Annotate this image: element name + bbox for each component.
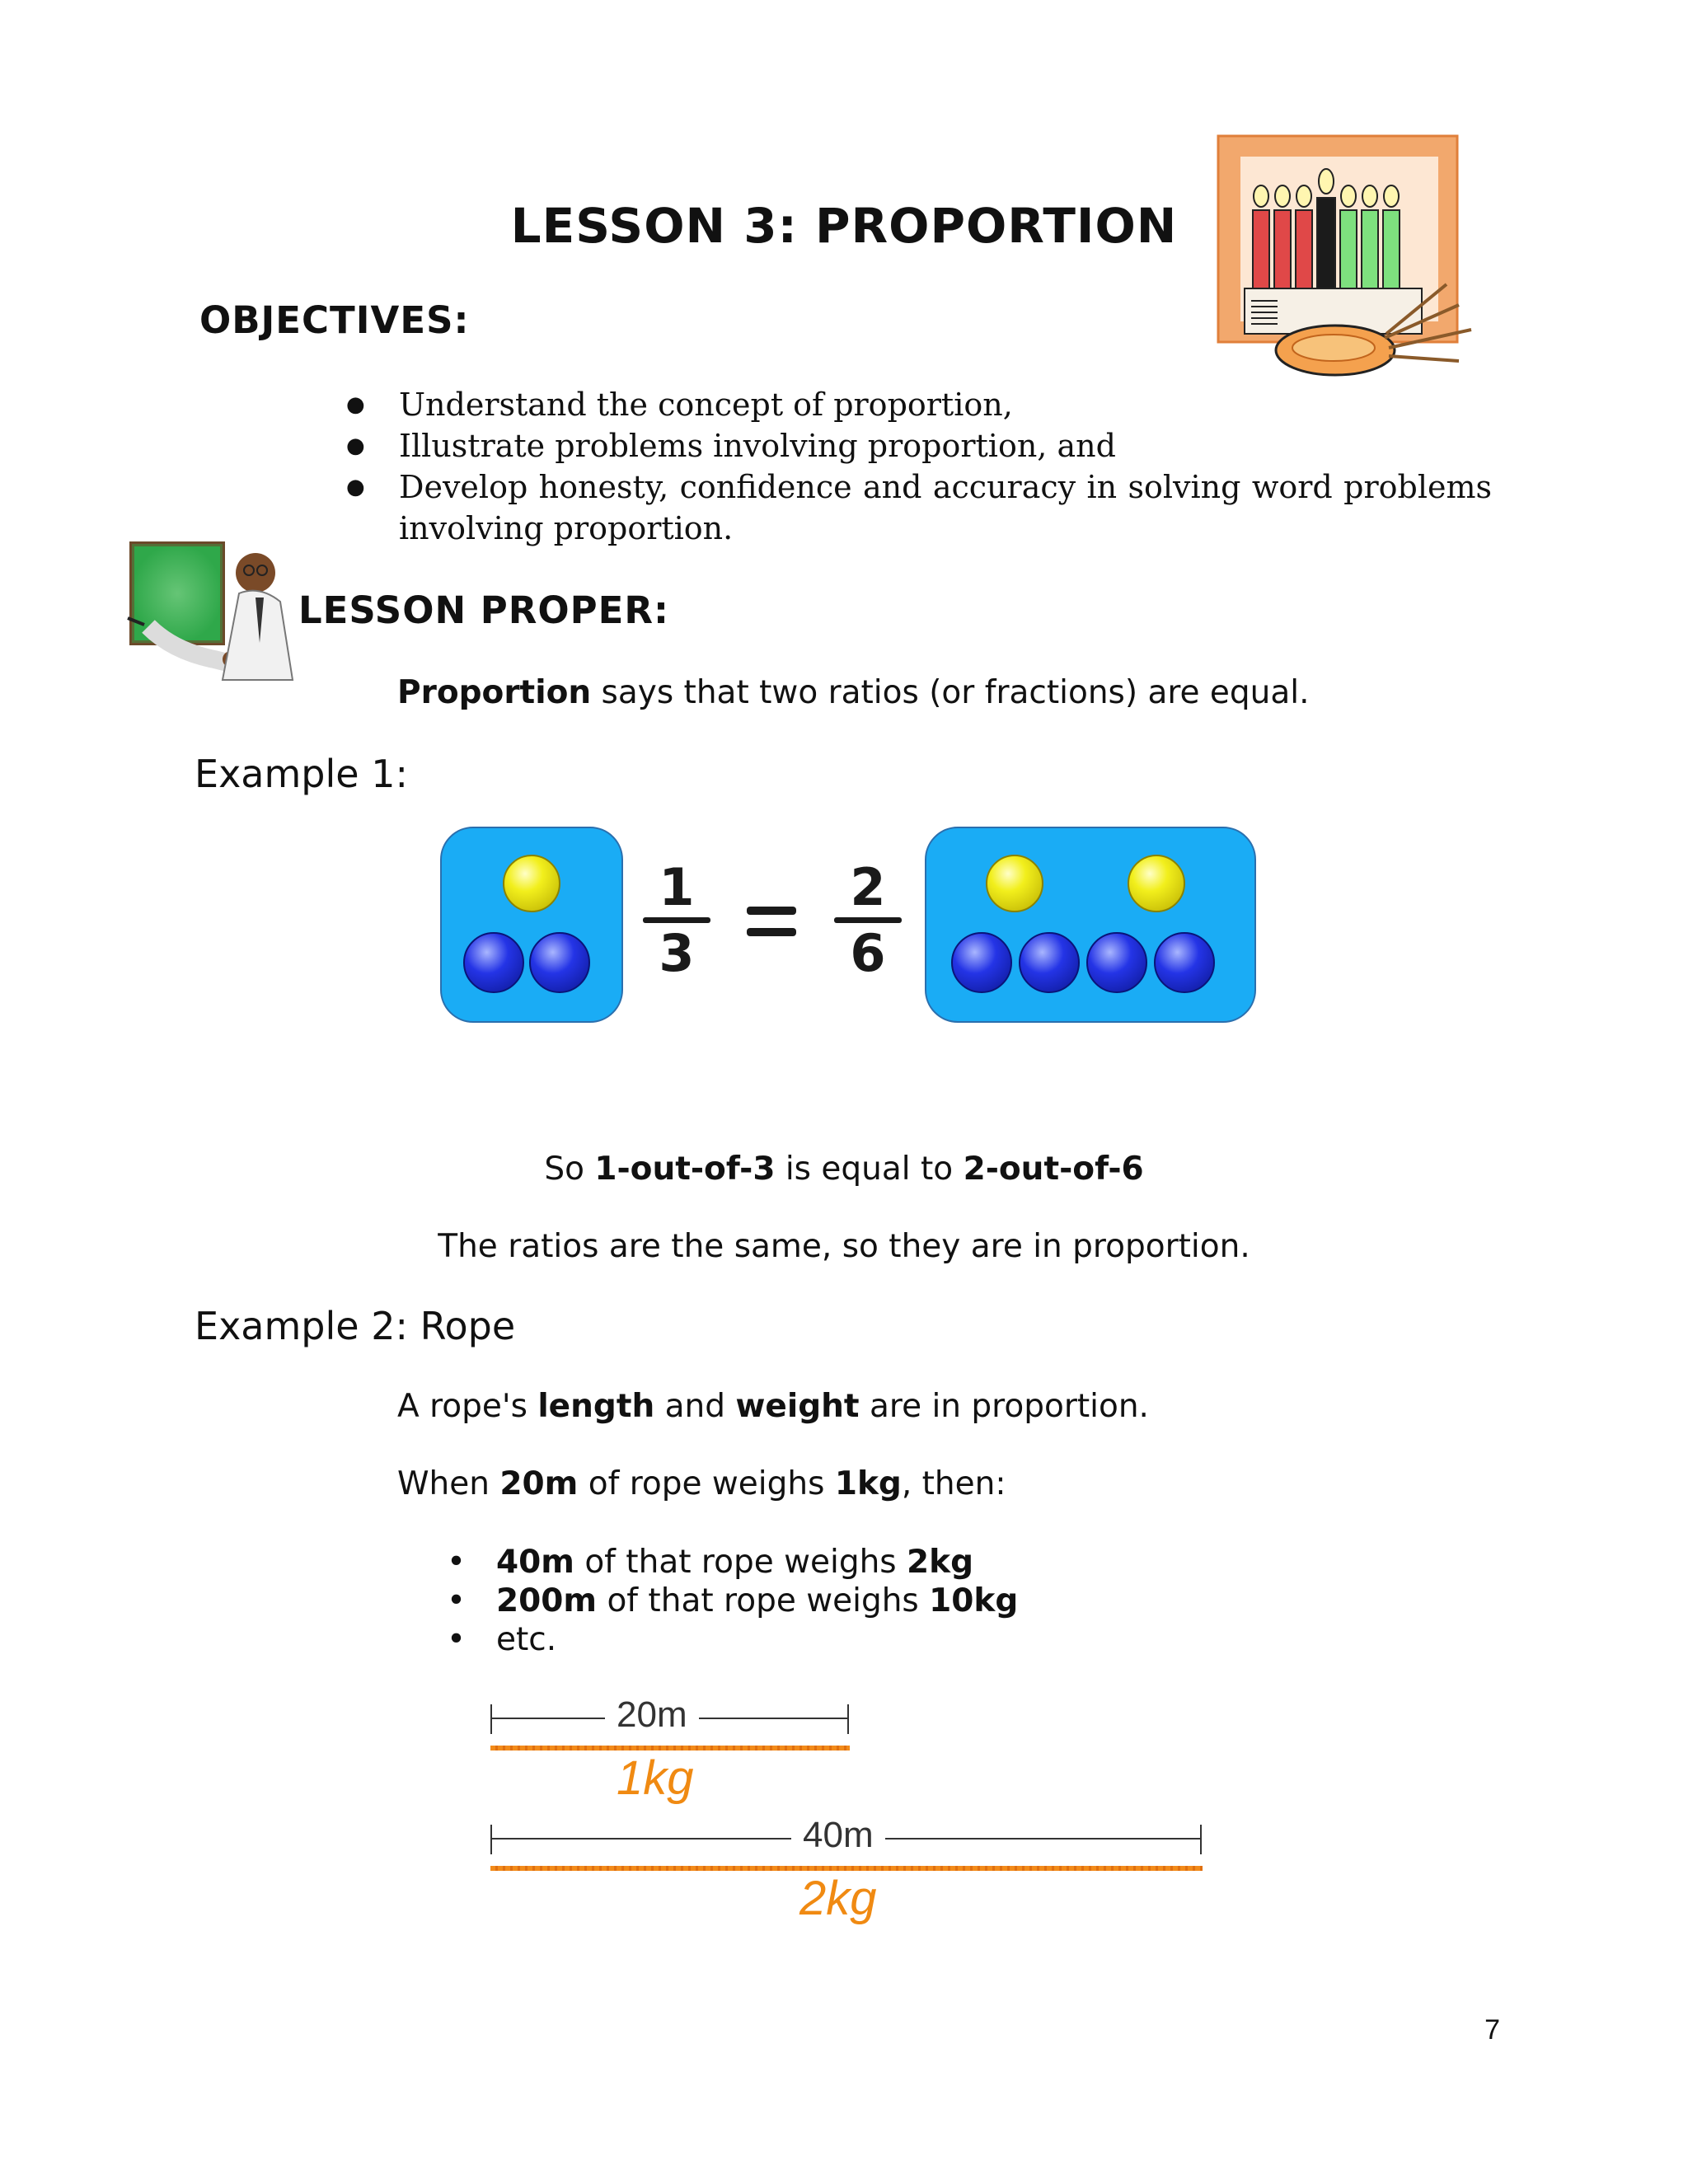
yellow-ball xyxy=(503,855,560,912)
fraction-numerator: 2 xyxy=(850,857,886,917)
example2-line1: A rope's length and weight are in proportion. xyxy=(397,1388,1149,1425)
definition-text: says that two ratios (or fractions) are equal. xyxy=(591,674,1310,711)
objective-item: ● Illustrate problems involving proportion, and xyxy=(346,425,1492,466)
rope-diagram xyxy=(486,1690,1212,1937)
example2-bullets xyxy=(447,1543,1018,1659)
yellow-ball xyxy=(986,855,1043,912)
dimension-tick xyxy=(490,1825,492,1854)
fraction-numerator: 1 xyxy=(659,857,695,917)
fraction-denominator: 6 xyxy=(850,923,886,983)
rope-weight-1kg: 1kg xyxy=(617,1751,694,1805)
list-item: • 200m of that rope weighs 10kg xyxy=(447,1582,1018,1620)
ratio-box-right xyxy=(925,827,1256,1023)
example2-heading: Example 2: Rope xyxy=(195,1304,516,1348)
page-number: 7 xyxy=(1484,2014,1500,2046)
yellow-ball xyxy=(1128,855,1185,912)
rope-length-40m: 40m xyxy=(791,1815,885,1856)
objective-item: ● Develop honesty, confidence and accuracy in solving word problems involving proportion. xyxy=(346,466,1492,549)
lesson-proper-heading: LESSON PROPER: xyxy=(298,588,670,632)
ratio-box-left xyxy=(440,827,623,1023)
definition-term: Proportion xyxy=(397,674,592,711)
list-item: • etc. xyxy=(447,1620,1018,1659)
objectives-heading: OBJECTIVES: xyxy=(199,298,470,342)
blue-ball xyxy=(1086,932,1147,993)
dimension-tick xyxy=(490,1704,492,1734)
rope-weight-2kg: 2kg xyxy=(799,1872,877,1925)
lesson-title: LESSON 3: PROPORTION xyxy=(510,198,1178,254)
example1-conclusion: The ratios are the same, so they are in proportion. xyxy=(438,1228,1250,1265)
example1-heading: Example 1: xyxy=(195,752,408,796)
blue-ball xyxy=(463,932,524,993)
teacher-pointing-image xyxy=(124,536,297,684)
objective-item: ● Understand the concept of proportion, xyxy=(346,384,1492,425)
fraction-bar xyxy=(643,917,710,923)
dimension-tick xyxy=(1200,1825,1202,1854)
blue-ball xyxy=(529,932,590,993)
fraction-left xyxy=(643,857,710,983)
kinara-candles-image xyxy=(1212,132,1484,387)
list-item: • 40m of that rope weighs 2kg xyxy=(447,1543,1018,1582)
blue-ball xyxy=(951,932,1012,993)
proportion-definition xyxy=(397,674,1310,711)
objectives-list xyxy=(346,384,1492,549)
dimension-tick xyxy=(847,1704,849,1734)
equals-sign xyxy=(747,907,796,940)
example1-summary: So 1-out-of-3 is equal to 2-out-of-6 xyxy=(544,1151,1144,1188)
blue-ball xyxy=(1019,932,1080,993)
blue-ball xyxy=(1154,932,1215,993)
example2-line2: When 20m of rope weighs 1kg, then: xyxy=(397,1465,1006,1502)
fraction-bar xyxy=(834,917,902,923)
rope-length-20m: 20m xyxy=(605,1694,699,1736)
fraction-denominator: 3 xyxy=(659,923,695,983)
fraction-right xyxy=(834,857,902,983)
